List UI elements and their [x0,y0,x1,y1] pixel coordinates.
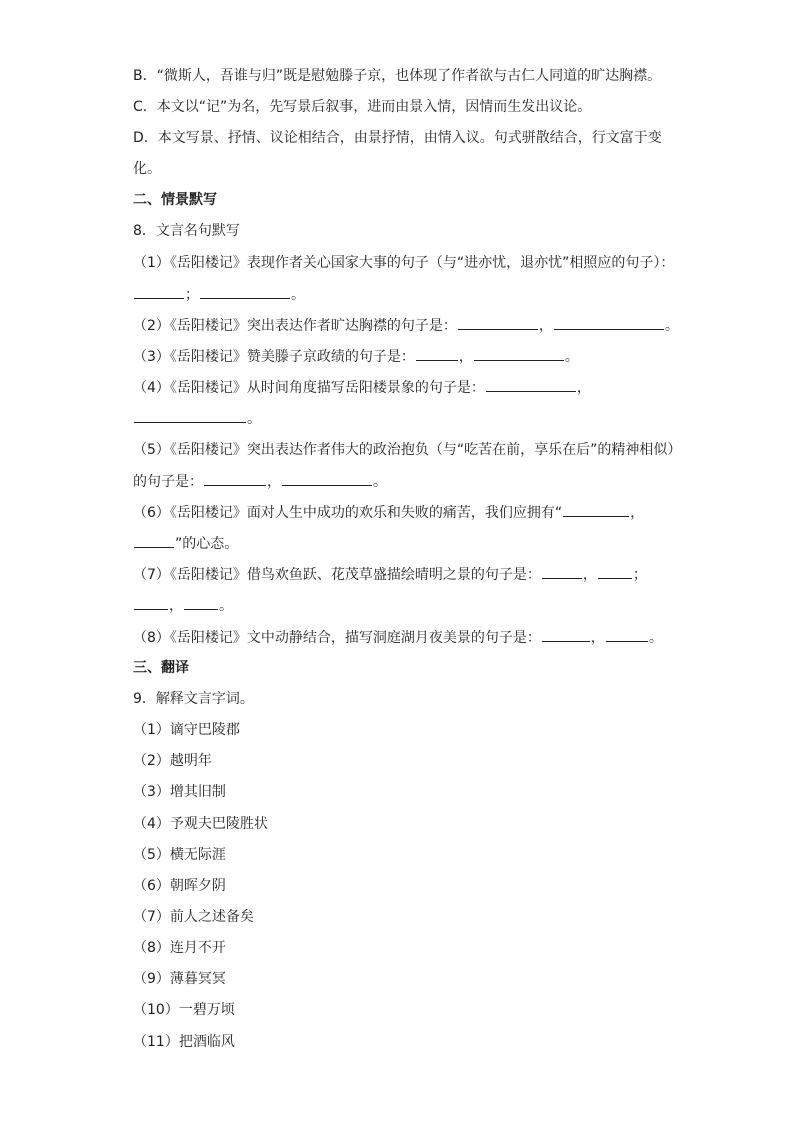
answer-blank[interactable] [542,564,582,579]
q8-item-2: （2）《岳阳楼记》突出表达作者旷达胸襟的句子是： ， 。 [133,315,679,336]
answer-blank[interactable] [200,284,290,299]
q9-item: （1）谪守巴陵郡 [133,722,240,738]
q8-item-6-line2: ”的心态。 [133,533,238,554]
answer-blank[interactable] [184,595,218,610]
q8-item-4-answer: 。 [133,408,261,429]
q9-item: （9）薄暮冥冥 [133,971,226,987]
answer-blank[interactable] [474,346,564,361]
q8-item-5-line2: 的句子是： ， 。 [133,471,387,492]
answer-blank[interactable] [416,346,458,361]
option-d-line2: 化。 [133,161,161,177]
section-heading-translation: 三、翻译 [133,660,189,676]
q8-item-1-text: （1）《岳阳楼记》表现作者关心国家大事的句子（与“进亦忧，退亦忧”相照应的句子）： [133,255,675,271]
q9-item: （10）一碧万顷 [133,1002,235,1018]
answer-blank[interactable] [204,471,266,486]
answer-blank[interactable] [134,284,184,299]
question-8-title: 8．文言名句默写 [133,223,240,239]
q9-item: （5）横无际涯 [133,847,226,863]
q8-item-8: （8）《岳阳楼记》文中动静结合，描写洞庭湖月夜美景的句子是： ， 。 [133,627,663,648]
q8-item-4-text: （4）《岳阳楼记》从时间角度描写岳阳楼景象的句子是： ， [133,377,591,398]
q9-item: （2）越明年 [133,753,212,769]
option-d-line1: D．本文写景、抒情、议论相结合，由景抒情，由情入议。句式骈散结合，行文富于变 [133,130,662,146]
answer-blank[interactable] [542,627,590,642]
q8-item-3: （3）《岳阳楼记》赞美滕子京政绩的句子是： ， 。 [133,346,579,367]
option-b: B．“微斯人，吾谁与归”既是慰勉滕子京，也体现了作者欲与古仁人同道的旷达胸襟。 [133,68,662,84]
answer-blank[interactable] [134,533,174,548]
q9-item: （3）增其旧制 [133,784,226,800]
q8-item-6-line1: （6）《岳阳楼记》面对人生中成功的欢乐和失败的痛苦，我们应拥有“ ， [133,502,644,523]
q8-item-7-line2: ， 。 [133,595,233,616]
answer-blank[interactable] [458,315,538,330]
q8-item-1-answer: ； 。 [133,284,305,305]
answer-blank[interactable] [134,595,168,610]
q9-item: （11）把酒临风 [133,1034,235,1050]
q9-item: （6）朝晖夕阴 [133,878,226,894]
answer-blank[interactable] [134,408,246,423]
question-9-title: 9．解释文言字词。 [133,691,254,707]
answer-blank[interactable] [563,502,629,517]
q8-item-7-line1: （7）《岳阳楼记》借鸟欢鱼跃、花茂草盛描绘晴明之景的句子是： ， ； [133,564,647,585]
answer-blank[interactable] [606,627,648,642]
q9-item: （4）予观夫巴陵胜状 [133,816,268,832]
section-heading-dictation: 二、情景默写 [133,192,217,208]
q9-item: （7）前人之述备矣 [133,909,254,925]
q8-item-5-line1: （5）《岳阳楼记》突出表达作者伟大的政治抱负（与“吃苦在前，享乐在后”的精神相似） [133,442,682,458]
answer-blank[interactable] [282,471,372,486]
answer-blank[interactable] [598,564,632,579]
q9-item: （8）连月不开 [133,940,226,956]
answer-blank[interactable] [486,377,576,392]
option-c: C．本文以“记”为名，先写景后叙事，进而由景入情，因情而生发出议论。 [133,99,592,115]
answer-blank[interactable] [554,315,664,330]
